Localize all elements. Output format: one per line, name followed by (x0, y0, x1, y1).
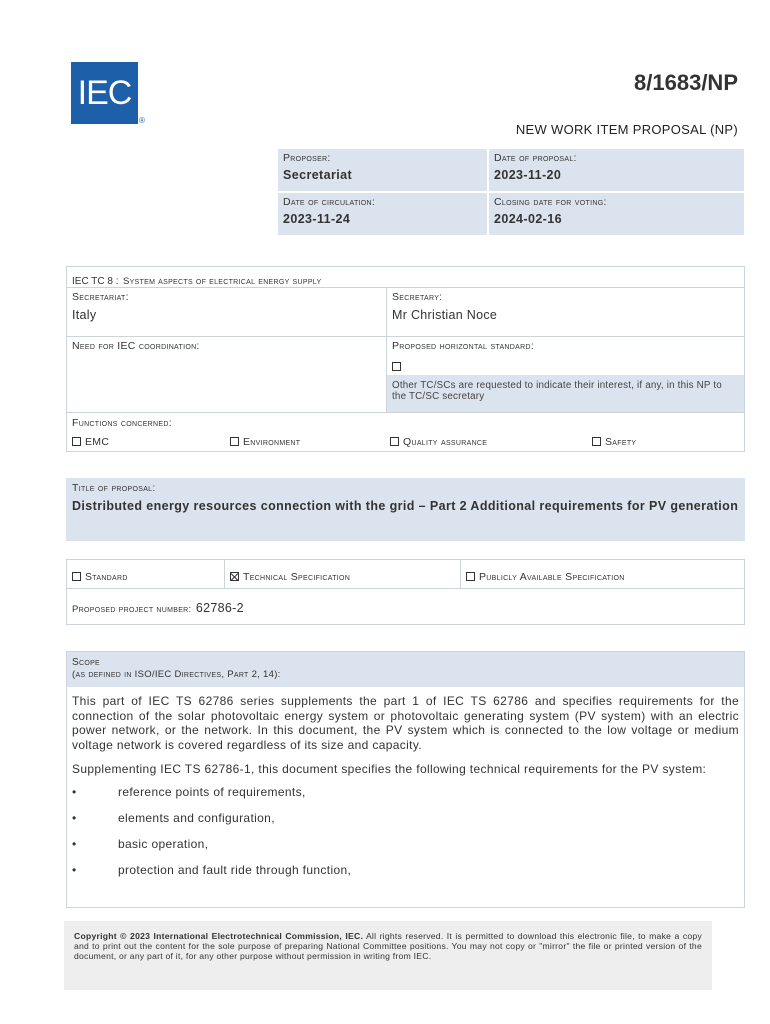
committee-box (66, 266, 745, 452)
scope-label: Scope (72, 657, 101, 668)
date-of-circulation-cell (278, 193, 487, 235)
tc-prefix: IEC TC 8 : (72, 276, 119, 287)
deliverable-box (66, 559, 745, 625)
horizontal-standard-cell (387, 337, 744, 412)
project-number-label: Proposed project number: (72, 604, 192, 615)
date-of-proposal-label: Date of proposal: (494, 152, 577, 164)
deliverable-pas[interactable]: Publicly Available Specification (461, 560, 744, 588)
coordination-label: Need for IEC coordination: (72, 340, 200, 352)
scope-sublabel: (as defined in ISO/IEC Directives, Part 2, 14): (72, 669, 281, 680)
function-safety-checkbox[interactable] (592, 437, 601, 446)
deliverable-technical-specification[interactable]: Technical Specification (225, 560, 461, 588)
function-emc[interactable]: EMC (72, 432, 230, 450)
secretariat-value: Italy (72, 308, 97, 322)
date-of-circulation-label: Date of circulation: (283, 196, 376, 208)
title-of-proposal (66, 478, 745, 541)
function-emc-checkbox[interactable] (72, 437, 81, 446)
function-quality-checkbox[interactable] (390, 437, 399, 446)
copyright-bold: Copyright © 2023 International Electrotechnical Commission, IEC. (74, 931, 364, 941)
standard-checkbox[interactable] (72, 572, 81, 581)
scope-paragraph-1: This part of IEC TS 62786 series supplements the part 1 of IEC TS 62786 and specifies requirements for the connection of the solar photovoltaic energy system or photovoltaic generating system (PV system) with an electric power network, or the network. In this document, the PV system which is connected to the low voltage or medium voltage network is covered regardless of its size and capacity. (72, 694, 739, 752)
secretary-cell (387, 288, 744, 336)
scope-bullet: • protection and fault ride through function, (72, 862, 352, 877)
title-label: Title of proposal: (72, 482, 156, 494)
secretariat-cell (67, 288, 387, 336)
scope-bullet: • basic operation, (72, 836, 209, 851)
logo-text: IEC (77, 73, 132, 112)
scope-bullet: • elements and configuration, (72, 810, 275, 825)
coordination-cell (67, 337, 387, 412)
function-quality-assurance[interactable]: Quality assurance (390, 432, 592, 450)
horizontal-label: Proposed horizontal standard: (392, 340, 535, 352)
proposal-header (278, 149, 744, 237)
technical-specification-checkbox[interactable] (230, 572, 239, 581)
project-number-value: 62786-2 (195, 601, 244, 615)
tc-heading (67, 267, 326, 287)
document-number: 8/1683/NP (634, 70, 738, 95)
horizontal-note: Other TC/SCs are requested to indicate their interest, if any, in this NP to the TC/SC secretary (387, 375, 744, 412)
proposer-cell (278, 149, 487, 191)
registered-mark: ® (139, 116, 145, 125)
pas-checkbox[interactable] (466, 572, 475, 581)
secretary-label: Secretary: (392, 291, 443, 303)
date-of-proposal-value: 2023-11-20 (494, 168, 562, 182)
horizontal-checkbox[interactable] (392, 362, 401, 371)
function-environment-checkbox[interactable] (230, 437, 239, 446)
date-of-proposal-cell (489, 149, 744, 191)
proposer-label: Proposer: (283, 152, 331, 164)
functions-cell (67, 413, 744, 451)
functions-label: Functions concerned: (72, 417, 172, 429)
document-type: NEW WORK ITEM PROPOSAL (NP) (515, 122, 738, 137)
copyright-text: All rights reserved. It is permitted to download this electronic file, to make a copy and to print out the content for the sole purpose of preparing National Committee positions. You may not copy or "mirror" the file or printed version of the document, or any part of it, for any other purpose without permission in writing from IEC. (74, 931, 702, 962)
deliverable-standard[interactable]: Standard (67, 560, 225, 588)
scope-bullet: • reference points of requirements, (72, 784, 306, 799)
scope-box (66, 651, 745, 908)
secretariat-label: Secretariat: (72, 291, 129, 303)
tc-title: System aspects of electrical energy supply (122, 276, 322, 287)
scope-paragraph-2: Supplementing IEC TS 62786-1, this document specifies the following technical requirements for the PV system: (72, 762, 707, 776)
date-of-circulation-value: 2023-11-24 (283, 212, 351, 226)
proposer-value: Secretariat (283, 168, 353, 182)
project-number-row (67, 589, 249, 624)
closing-date-value: 2024-02-16 (494, 212, 562, 226)
function-safety[interactable]: Safety (592, 432, 636, 450)
function-environment[interactable]: Environment (230, 432, 390, 450)
iec-logo (71, 62, 138, 124)
closing-date-label: Closing date for voting: (494, 196, 607, 208)
closing-date-cell (489, 193, 744, 235)
secretary-value: Mr Christian Noce (392, 308, 498, 322)
copyright-notice (64, 921, 712, 990)
proposal-title: Distributed energy resources connection with the grid – Part 2 Additional requirements for PV generation (72, 499, 739, 513)
scope-heading (67, 652, 744, 687)
